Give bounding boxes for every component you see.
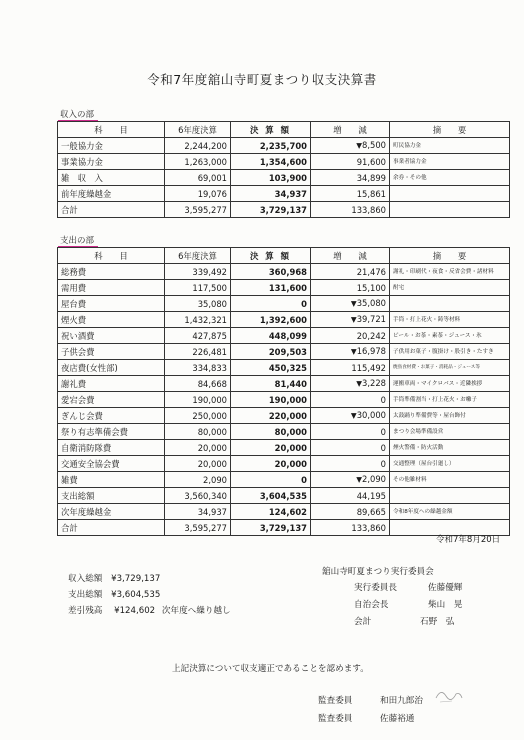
committee-org: 舘山寺町夏まつり実行委員会 bbox=[322, 567, 434, 577]
row-name: 煙火費 bbox=[58, 312, 165, 328]
row-diff-value: 2,090 bbox=[362, 474, 386, 484]
expense-header-diff: 増 減 bbox=[311, 248, 390, 264]
row-current: 124,602 bbox=[231, 504, 311, 520]
row-diff bbox=[311, 376, 390, 392]
decrease-triangle-icon: ▼ bbox=[350, 347, 357, 356]
row-name: 夜店費(女性部) bbox=[58, 360, 165, 376]
row-diff-value: 0 bbox=[380, 458, 386, 469]
row-note: 余券・その他 bbox=[390, 170, 510, 186]
auditor1-seal-icon bbox=[432, 684, 466, 706]
row-diff-value: 91,600 bbox=[356, 156, 386, 167]
table-row bbox=[58, 440, 510, 456]
row-prev-year: 20,000 bbox=[165, 456, 231, 472]
document-date: 令和7年8月20日 bbox=[436, 535, 501, 545]
summary-balance bbox=[68, 604, 231, 616]
row-diff bbox=[311, 280, 390, 296]
row-note: 焼鳥食材費・お菓子・消耗品・ジュース等 bbox=[390, 360, 510, 376]
row-diff-value: 115,492 bbox=[351, 362, 386, 373]
income-table bbox=[57, 121, 510, 218]
row-current: 81,440 bbox=[231, 376, 311, 392]
row-name: 屋台費 bbox=[58, 296, 165, 312]
audit-statement: 上記決算について収支適正であることを認めます。 bbox=[172, 664, 369, 674]
row-diff bbox=[311, 456, 390, 472]
row-diff bbox=[311, 170, 390, 186]
row-current: 360,968 bbox=[231, 264, 311, 280]
row-note bbox=[390, 296, 510, 312]
row-name: 愛宕会費 bbox=[58, 392, 165, 408]
row-diff bbox=[311, 296, 390, 312]
row-current: 220,000 bbox=[231, 408, 311, 424]
row-diff-value: 0 bbox=[380, 442, 386, 453]
row-prev-year: 34,937 bbox=[165, 504, 231, 520]
income-header-note: 摘 要 bbox=[390, 122, 510, 138]
row-diff bbox=[311, 504, 390, 520]
row-diff bbox=[311, 186, 390, 202]
summary-expense-label: 支出総額 bbox=[68, 590, 103, 600]
row-current: 131,600 bbox=[231, 280, 311, 296]
expense-header-subject: 科 目 bbox=[58, 248, 165, 264]
table-row bbox=[58, 296, 510, 312]
expense-header-prev-year: 6年度決算 bbox=[165, 248, 231, 264]
row-diff bbox=[311, 312, 390, 328]
table-row bbox=[58, 408, 510, 424]
table-row bbox=[58, 360, 510, 376]
summary-balance-label: 差引残高 bbox=[68, 606, 103, 616]
decrease-triangle-icon: ▼ bbox=[350, 315, 357, 324]
row-note: まつり会場準備設営 bbox=[390, 424, 510, 440]
row-name: 次年度繰越金 bbox=[58, 504, 165, 520]
row-current: 3,729,137 bbox=[231, 202, 311, 218]
row-prev-year: 250,000 bbox=[165, 408, 231, 424]
row-diff-value: 0 bbox=[380, 426, 386, 437]
row-current: 2,235,700 bbox=[231, 138, 311, 154]
income-header-diff: 増 減 bbox=[311, 122, 390, 138]
row-current: 0 bbox=[231, 472, 311, 488]
summary-expense-value: ¥3,604,535 bbox=[111, 590, 161, 600]
row-current: 1,392,600 bbox=[231, 312, 311, 328]
row-prev-year: 226,481 bbox=[165, 344, 231, 360]
row-diff bbox=[311, 472, 390, 488]
table-row bbox=[58, 186, 510, 202]
row-diff-value: 20,242 bbox=[356, 330, 386, 341]
decrease-triangle-icon: ▼ bbox=[350, 299, 357, 308]
row-diff bbox=[311, 440, 390, 456]
row-name: 事業協力金 bbox=[58, 154, 165, 170]
income-header-row bbox=[58, 122, 510, 138]
row-name: 前年度繰越金 bbox=[58, 186, 165, 202]
summary-balance-note: 次年度へ繰り越し bbox=[161, 606, 231, 616]
decrease-triangle-icon: ▼ bbox=[356, 379, 363, 388]
row-name: ぎんじ会費 bbox=[58, 408, 165, 424]
row-note: 事業者協力金 bbox=[390, 154, 510, 170]
expense-table bbox=[57, 247, 510, 536]
income-header-subject: 科 目 bbox=[58, 122, 165, 138]
row-name: 総務費 bbox=[58, 264, 165, 280]
row-diff-value: 133,860 bbox=[351, 204, 386, 215]
row-prev-year: 3,560,340 bbox=[165, 488, 231, 504]
row-diff bbox=[311, 360, 390, 376]
auditor1-title: 監査委員 bbox=[318, 696, 353, 706]
expense-header-current: 決 算 額 bbox=[231, 248, 311, 264]
row-name: 子供会費 bbox=[58, 344, 165, 360]
row-note: 子供用お菓子・腹掛け・股引き・たすき bbox=[390, 344, 510, 360]
row-note bbox=[390, 202, 510, 218]
row-name: 一般協力金 bbox=[58, 138, 165, 154]
row-name: 謝礼費 bbox=[58, 376, 165, 392]
row-prev-year: 190,000 bbox=[165, 392, 231, 408]
row-diff-value: 35,080 bbox=[356, 298, 386, 308]
decrease-triangle-icon: ▼ bbox=[356, 141, 363, 150]
row-note: 煙火警備・防火活動 bbox=[390, 440, 510, 456]
table-row bbox=[58, 472, 510, 488]
committee-account-title: 会計 bbox=[354, 617, 372, 627]
row-diff-value: 15,100 bbox=[356, 282, 386, 293]
row-note: 酎宅 bbox=[390, 280, 510, 296]
table-row bbox=[58, 202, 510, 218]
row-prev-year: 20,000 bbox=[165, 440, 231, 456]
row-diff-value: 16,978 bbox=[356, 346, 386, 356]
row-note bbox=[390, 186, 510, 202]
summary-income-label: 収入総額 bbox=[68, 574, 103, 584]
row-prev-year: 117,500 bbox=[165, 280, 231, 296]
row-diff-value: 8,500 bbox=[362, 140, 386, 150]
row-prev-year: 334,833 bbox=[165, 360, 231, 376]
row-note: 手筒・打上花火・鋳等材料 bbox=[390, 312, 510, 328]
row-diff-value: 30,000 bbox=[356, 410, 386, 420]
row-note bbox=[390, 488, 510, 504]
income-header-current: 決 算 額 bbox=[231, 122, 311, 138]
row-prev-year: 2,090 bbox=[165, 472, 231, 488]
row-prev-year: 80,000 bbox=[165, 424, 231, 440]
row-note: 交通整理（屋台引廻し） bbox=[390, 456, 510, 472]
row-prev-year: 1,432,321 bbox=[165, 312, 231, 328]
row-current: 80,000 bbox=[231, 424, 311, 440]
committee-council-title: 自治会長 bbox=[354, 600, 389, 610]
committee-council-name: 柴山 晃 bbox=[428, 600, 463, 610]
row-name: 需用費 bbox=[58, 280, 165, 296]
row-diff-value: 133,860 bbox=[351, 522, 386, 533]
row-name: 祭り有志準備会費 bbox=[58, 424, 165, 440]
row-prev-year: 2,244,200 bbox=[165, 138, 231, 154]
row-prev-year: 427,875 bbox=[165, 328, 231, 344]
row-prev-year: 339,492 bbox=[165, 264, 231, 280]
row-current: 3,604,535 bbox=[231, 488, 311, 504]
row-current: 450,325 bbox=[231, 360, 311, 376]
row-name: 雑 収 入 bbox=[58, 170, 165, 186]
row-diff bbox=[311, 392, 390, 408]
row-diff-value: 34,899 bbox=[356, 172, 386, 183]
row-current: 448,099 bbox=[231, 328, 311, 344]
auditor1-name: 和田九郎治 bbox=[380, 696, 423, 706]
decrease-triangle-icon: ▼ bbox=[350, 411, 357, 420]
row-diff-value: 89,665 bbox=[356, 506, 386, 517]
committee-chair-name: 佐藤優輝 bbox=[428, 583, 463, 593]
table-row bbox=[58, 280, 510, 296]
row-name: 祝い酒費 bbox=[58, 328, 165, 344]
table-row bbox=[58, 264, 510, 280]
row-diff-value: 3,228 bbox=[362, 378, 386, 388]
expense-header-note: 摘 要 bbox=[390, 248, 510, 264]
row-diff bbox=[311, 488, 390, 504]
row-note: 手筒準備割当・打上花火・お囃子 bbox=[390, 392, 510, 408]
auditor2-name: 佐藤裕通 bbox=[380, 714, 415, 724]
row-diff bbox=[311, 424, 390, 440]
row-current: 20,000 bbox=[231, 456, 311, 472]
row-diff bbox=[311, 264, 390, 280]
row-prev-year: 1,263,000 bbox=[165, 154, 231, 170]
row-name: 合計 bbox=[58, 520, 165, 536]
row-current: 0 bbox=[231, 296, 311, 312]
table-row bbox=[58, 312, 510, 328]
table-row bbox=[58, 488, 510, 504]
row-diff bbox=[311, 520, 390, 536]
row-prev-year: 19,076 bbox=[165, 186, 231, 202]
row-diff bbox=[311, 408, 390, 424]
row-note: 町民協力金 bbox=[390, 138, 510, 154]
row-name: 合計 bbox=[58, 202, 165, 218]
row-note: 太鼓踊り準備費等・屋台飾付 bbox=[390, 408, 510, 424]
row-current: 20,000 bbox=[231, 440, 311, 456]
row-diff bbox=[311, 328, 390, 344]
row-note: 運搬車両・マイクロバス・近隣挨拶 bbox=[390, 376, 510, 392]
summary-income bbox=[68, 572, 160, 584]
table-row bbox=[58, 392, 510, 408]
row-diff-value: 15,861 bbox=[356, 188, 386, 199]
row-note: ビール・お茶・素茶・ジュース・氷 bbox=[390, 328, 510, 344]
row-note: 令和8年度への繰越金額 bbox=[390, 504, 510, 520]
table-row bbox=[58, 170, 510, 186]
table-row bbox=[58, 504, 510, 520]
row-diff bbox=[311, 138, 390, 154]
row-prev-year: 3,595,277 bbox=[165, 202, 231, 218]
row-prev-year: 35,080 bbox=[165, 296, 231, 312]
row-note: 謝礼・印刷代・夜食・反省会費・諸材料 bbox=[390, 264, 510, 280]
table-row bbox=[58, 328, 510, 344]
auditor2-title: 監査委員 bbox=[318, 714, 353, 724]
row-current: 34,937 bbox=[231, 186, 311, 202]
row-diff bbox=[311, 344, 390, 360]
row-diff bbox=[311, 202, 390, 218]
row-prev-year: 3,595,277 bbox=[165, 520, 231, 536]
row-name: 支出総額 bbox=[58, 488, 165, 504]
table-row bbox=[58, 138, 510, 154]
expense-section-label: 支出の部 bbox=[60, 236, 95, 246]
row-current: 103,900 bbox=[231, 170, 311, 186]
document-title: 令和7年度舘山寺町夏まつり収支決算書 bbox=[147, 72, 377, 87]
committee-chair-title: 実行委員長 bbox=[354, 583, 397, 593]
expense-header-row bbox=[58, 248, 510, 264]
row-name: 自衛消防隊費 bbox=[58, 440, 165, 456]
table-row bbox=[58, 376, 510, 392]
row-current: 209,503 bbox=[231, 344, 311, 360]
row-diff bbox=[311, 154, 390, 170]
row-name: 交通安全協会費 bbox=[58, 456, 165, 472]
row-current: 3,729,137 bbox=[231, 520, 311, 536]
row-name: 雑費 bbox=[58, 472, 165, 488]
row-diff-value: 39,721 bbox=[356, 314, 386, 324]
row-current: 190,000 bbox=[231, 392, 311, 408]
income-header-prev-year: 6年度決算 bbox=[165, 122, 231, 138]
row-prev-year: 84,668 bbox=[165, 376, 231, 392]
row-diff-value: 44,195 bbox=[356, 490, 386, 501]
table-row bbox=[58, 154, 510, 170]
row-note: その他雑材料 bbox=[390, 472, 510, 488]
row-diff-value: 21,476 bbox=[356, 266, 386, 277]
row-current: 1,354,600 bbox=[231, 154, 311, 170]
summary-expense bbox=[68, 588, 160, 600]
row-diff-value: 0 bbox=[380, 394, 386, 405]
committee-account-name: 石野 弘 bbox=[420, 617, 455, 627]
income-section-label: 収入の部 bbox=[60, 110, 95, 120]
decrease-triangle-icon: ▼ bbox=[356, 475, 363, 484]
table-row bbox=[58, 456, 510, 472]
row-prev-year: 69,001 bbox=[165, 170, 231, 186]
summary-income-value: ¥3,729,137 bbox=[111, 574, 161, 584]
summary-balance-value: ¥124,602 bbox=[114, 606, 156, 616]
table-row bbox=[58, 344, 510, 360]
table-row bbox=[58, 424, 510, 440]
